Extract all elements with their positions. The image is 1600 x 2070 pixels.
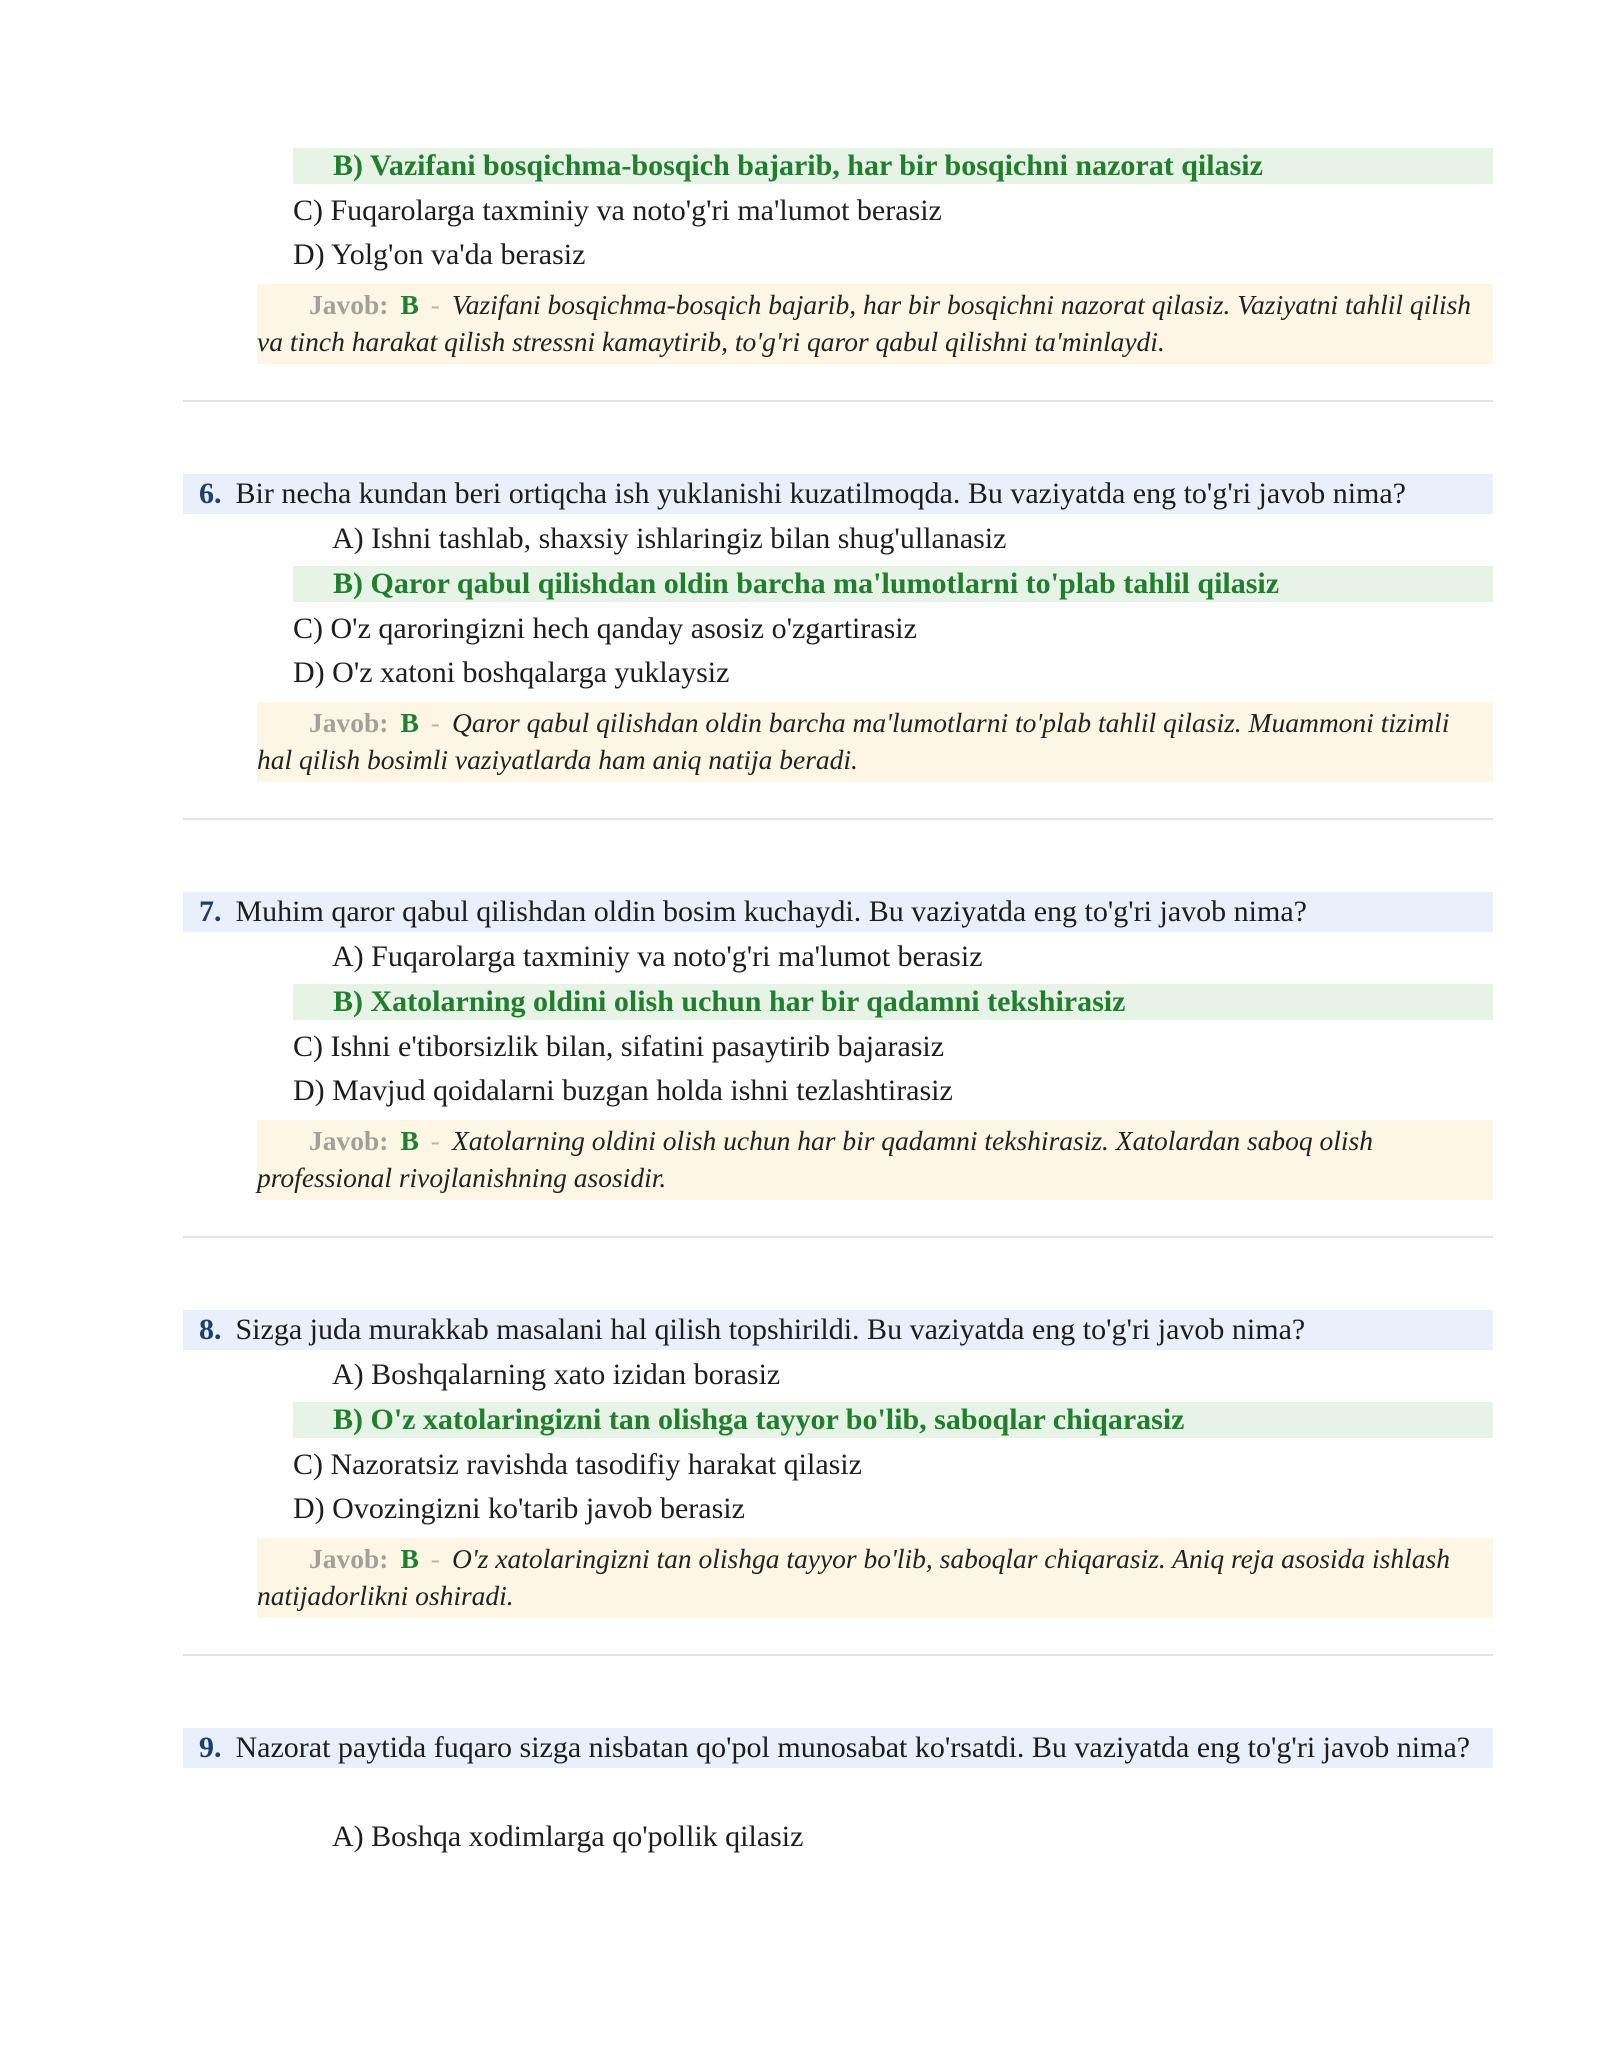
question-7 <box>183 892 1493 932</box>
answer-box <box>257 284 1493 364</box>
answer-separator: - <box>430 289 440 320</box>
divider <box>183 400 1493 402</box>
option-a[interactable]: A) Fuqarolarga taxminiy va noto'g'ri ma'lumot berasiz <box>332 940 983 973</box>
option-b-correct[interactable]: B) Vazifani bosqichma-bosqich bajarib, har bir bosqichni nazorat qilasiz <box>293 148 1493 184</box>
answer-explanation: Qaror qabul qilishdan oldin barcha ma'lumotlarni to'plab tahlil qilasiz. Muammoni tizimli hal qilish bosimli vaziyatlarda ham aniq natija beradi. <box>257 707 1450 775</box>
answer-separator: - <box>430 1543 440 1574</box>
option-a[interactable]: A) Boshqa xodimlarga qo'pollik qilasiz <box>332 1820 804 1853</box>
answer-label: Javob: <box>309 1543 389 1574</box>
answer-separator: - <box>430 1125 440 1156</box>
question-text: Muhim qaror qabul qilishdan oldin bosim kuchaydi. Bu vaziyatda eng to'g'ri javob nima? <box>235 895 1307 928</box>
answer-label: Javob: <box>309 1125 389 1156</box>
option-c[interactable]: C) O'z qaroringizni hech qanday asosiz o'zgartirasiz <box>293 612 917 645</box>
question-number: 6. <box>199 477 222 510</box>
question-text: Nazorat paytida fuqaro sizga nisbatan qo'pol munosabat ko'rsatdi. Bu vaziyatda eng to'g'ri javob nima? <box>235 1731 1471 1764</box>
question-text: Bir necha kundan beri ortiqcha ish yuklanishi kuzatilmoqda. Bu vaziyatda eng to'g'ri javob nima? <box>235 477 1406 510</box>
option-d[interactable]: D) Yolg'on va'da berasiz <box>293 238 586 271</box>
answer-letter: B <box>400 1543 419 1574</box>
answer-box <box>257 1538 1493 1618</box>
answer-explanation: Xatolarning oldini olish uchun har bir qadamni tekshirasiz. Xatolardan saboq olish professional rivojlanishning asosidir. <box>257 1125 1374 1193</box>
option-a[interactable]: A) Ishni tashlab, shaxsiy ishlaringiz bilan shug'ullanasiz <box>332 522 1007 555</box>
answer-letter: B <box>400 1125 419 1156</box>
question-6 <box>183 474 1493 514</box>
question-number: 9. <box>199 1731 222 1764</box>
answer-explanation: Vazifani bosqichma-bosqich bajarib, har bir bosqichni nazorat qilasiz. Vaziyatni tahlil qilish va tinch harakat qilish stressni kamaytirib, to'g'ri qaror qabul qilishni ta'minlaydi. <box>257 289 1472 357</box>
option-c[interactable]: C) Fuqarolarga taxminiy va noto'g'ri ma'lumot berasiz <box>293 194 942 227</box>
answer-box <box>257 1120 1493 1200</box>
question-9 <box>183 1728 1493 1768</box>
question-number: 8. <box>199 1313 222 1346</box>
divider <box>183 1654 1493 1656</box>
option-c[interactable]: C) Ishni e'tiborsizlik bilan, sifatini pasaytirib bajarasiz <box>293 1030 945 1063</box>
question-number: 7. <box>199 895 222 928</box>
answer-letter: B <box>400 707 419 738</box>
question-text: Sizga juda murakkab masalani hal qilish topshirildi. Bu vaziyatda eng to'g'ri javob nima? <box>235 1313 1306 1346</box>
option-d[interactable]: D) O'z xatoni boshqalarga yuklaysiz <box>293 656 730 689</box>
option-a[interactable]: A) Boshqalarning xato izidan borasiz <box>332 1358 781 1391</box>
divider <box>183 818 1493 820</box>
option-b-correct[interactable]: B) Qaror qabul qilishdan oldin barcha ma'lumotlarni to'plab tahlil qilasiz <box>293 566 1493 602</box>
answer-letter: B <box>400 289 419 320</box>
option-d[interactable]: D) Ovozingizni ko'tarib javob berasiz <box>293 1492 745 1525</box>
option-b-correct[interactable]: B) O'z xatolaringizni tan olishga tayyor bo'lib, saboqlar chiqarasiz <box>293 1402 1493 1438</box>
question-8 <box>183 1310 1493 1350</box>
answer-explanation: O'z xatolaringizni tan olishga tayyor bo'lib, saboqlar chiqarasiz. Aniq reja asosida ishlash natijadorlikni oshiradi. <box>257 1543 1450 1611</box>
answer-label: Javob: <box>309 707 389 738</box>
option-b-correct[interactable]: B) Xatolarning oldini olish uchun har bir qadamni tekshirasiz <box>293 984 1493 1020</box>
answer-separator: - <box>430 707 440 738</box>
divider <box>183 1236 1493 1238</box>
answer-label: Javob: <box>309 289 389 320</box>
answer-box <box>257 702 1493 782</box>
option-d[interactable]: D) Mavjud qoidalarni buzgan holda ishni tezlashtirasiz <box>293 1074 953 1107</box>
option-c[interactable]: C) Nazoratsiz ravishda tasodifiy harakat qilasiz <box>293 1448 862 1481</box>
